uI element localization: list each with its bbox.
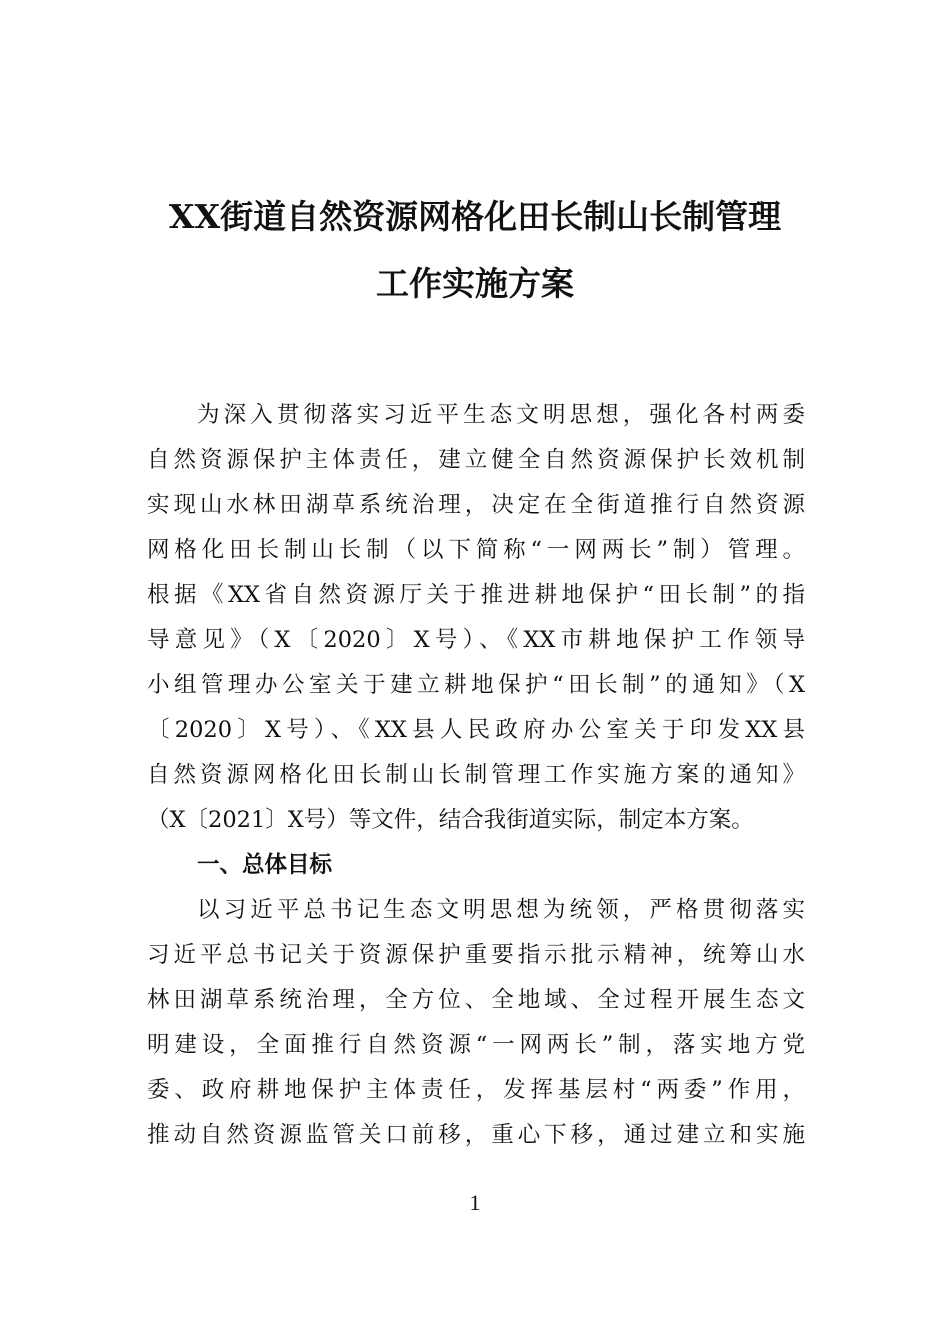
document-title-line-1: XX街道自然资源网格化田长制山长制管理 [168, 197, 782, 236]
intro-line: 小组管理办公室关于建立耕地保护“田长制”的通知》（X [147, 672, 805, 698]
intro-line: 网格化田长制山长制（以下简称“一网两长”制）管理。 [147, 537, 805, 563]
intro-line: 实现山水林田湖草系统治理，决定在全街道推行自然资源 [147, 492, 805, 518]
section1-line: 以习近平总书记生态文明思想为统领，严格贯彻落实 [197, 897, 805, 923]
intro-line: 根据《XX省自然资源厅关于推进耕地保护“田长制”的指 [147, 582, 805, 608]
intro-line: 〔2020〕X号）、《XX县人民政府办公室关于印发XX县 [147, 717, 805, 743]
intro-line: 导意见》（X〔2020〕X号）、《XX市耕地保护工作领导 [147, 627, 805, 653]
intro-line: 自然资源网格化田长制山长制管理工作实施方案的通知》 [147, 762, 805, 788]
section1-line: 习近平总书记关于资源保护重要指示批示精神，统筹山水 [147, 942, 805, 968]
document-title-line-2: 工作实施方案 [376, 264, 574, 303]
section1-line: 明建设，全面推行自然资源“一网两长”制，落实地方党 [147, 1032, 805, 1058]
section-heading-overall-goal: 一、总体目标 [197, 852, 333, 878]
section1-line: 林田湖草系统治理，全方位、全地域、全过程开展生态文 [147, 987, 805, 1013]
page-number: 1 [469, 1190, 481, 1215]
section1-line: 推动自然资源监管关口前移，重心下移，通过建立和实施 [147, 1122, 805, 1148]
intro-line: 自然资源保护主体责任，建立健全自然资源保护长效机制 [147, 447, 805, 473]
intro-line: 为深入贯彻落实习近平生态文明思想，强化各村两委 [197, 402, 805, 428]
section1-line: 委、政府耕地保护主体责任，发挥基层村“两委”作用， [147, 1077, 805, 1103]
intro-line: （X〔2021〕X号）等文件，结合我街道实际，制定本方案。 [147, 807, 754, 833]
